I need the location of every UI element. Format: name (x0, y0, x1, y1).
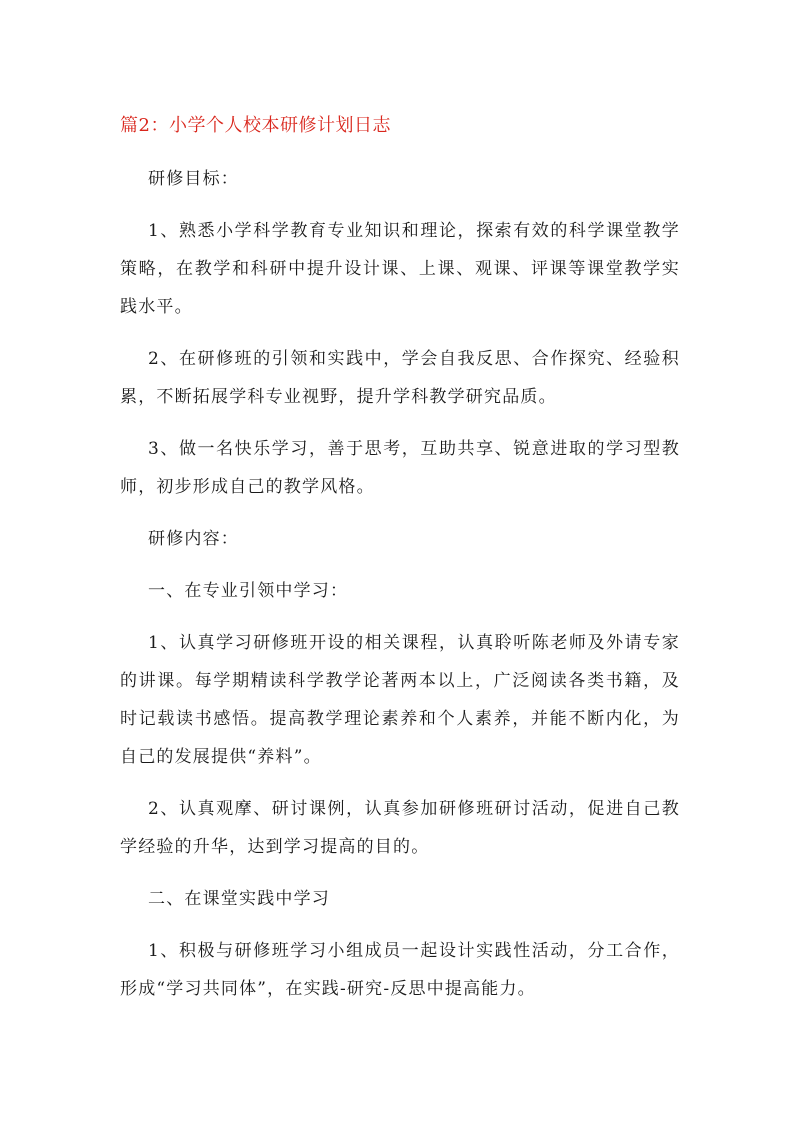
document-title: 篇2：小学个人校本研修计划日志 (120, 115, 391, 136)
subheading: 一、在专业引领中学习： (148, 581, 349, 601)
paragraph: 1、熟悉小学科学教育专业知识和理论，探索有效的科学课堂教学策略，在教学和科研中提升设计课、上课、观课、评课等课堂教学实践水平。 (120, 221, 680, 317)
paragraph: 1、认真学习研修班开设的相关课程，认真聆听陈老师及外请专家的讲课。每学期精读科学教学论著两本以上，广泛阅读各类书籍，及时记载读书感悟。提高教学理论素养和个人素养，并能不断内化，为自己的发展提供“养料”。 (120, 633, 680, 767)
paragraph: 2、认真观摩、研讨课例，认真参加研修班研讨活动，促进自己教学经验的升华，达到学习提高的目的。 (120, 799, 680, 857)
document-page (120, 110, 680, 1022)
subheading: 二、在课堂实践中学习 (148, 889, 330, 909)
section-heading-content: 研修内容： (148, 529, 239, 549)
section-heading-goals: 研修目标： (148, 169, 239, 189)
paragraph: 2、在研修班的引领和实践中，学会自我反思、合作探究、经验积累，不断拓展学科专业视野，提升学科教学研究品质。 (120, 349, 680, 407)
paragraph: 3、做一名快乐学习，善于思考，互助共享、锐意进取的学习型教师，初步形成自己的教学风格。 (120, 439, 680, 497)
paragraph: 1、积极与研修班学习小组成员一起设计实践性活动，分工合作，形成“学习共同体”，在实践-研究-反思中提高能力。 (120, 941, 680, 999)
